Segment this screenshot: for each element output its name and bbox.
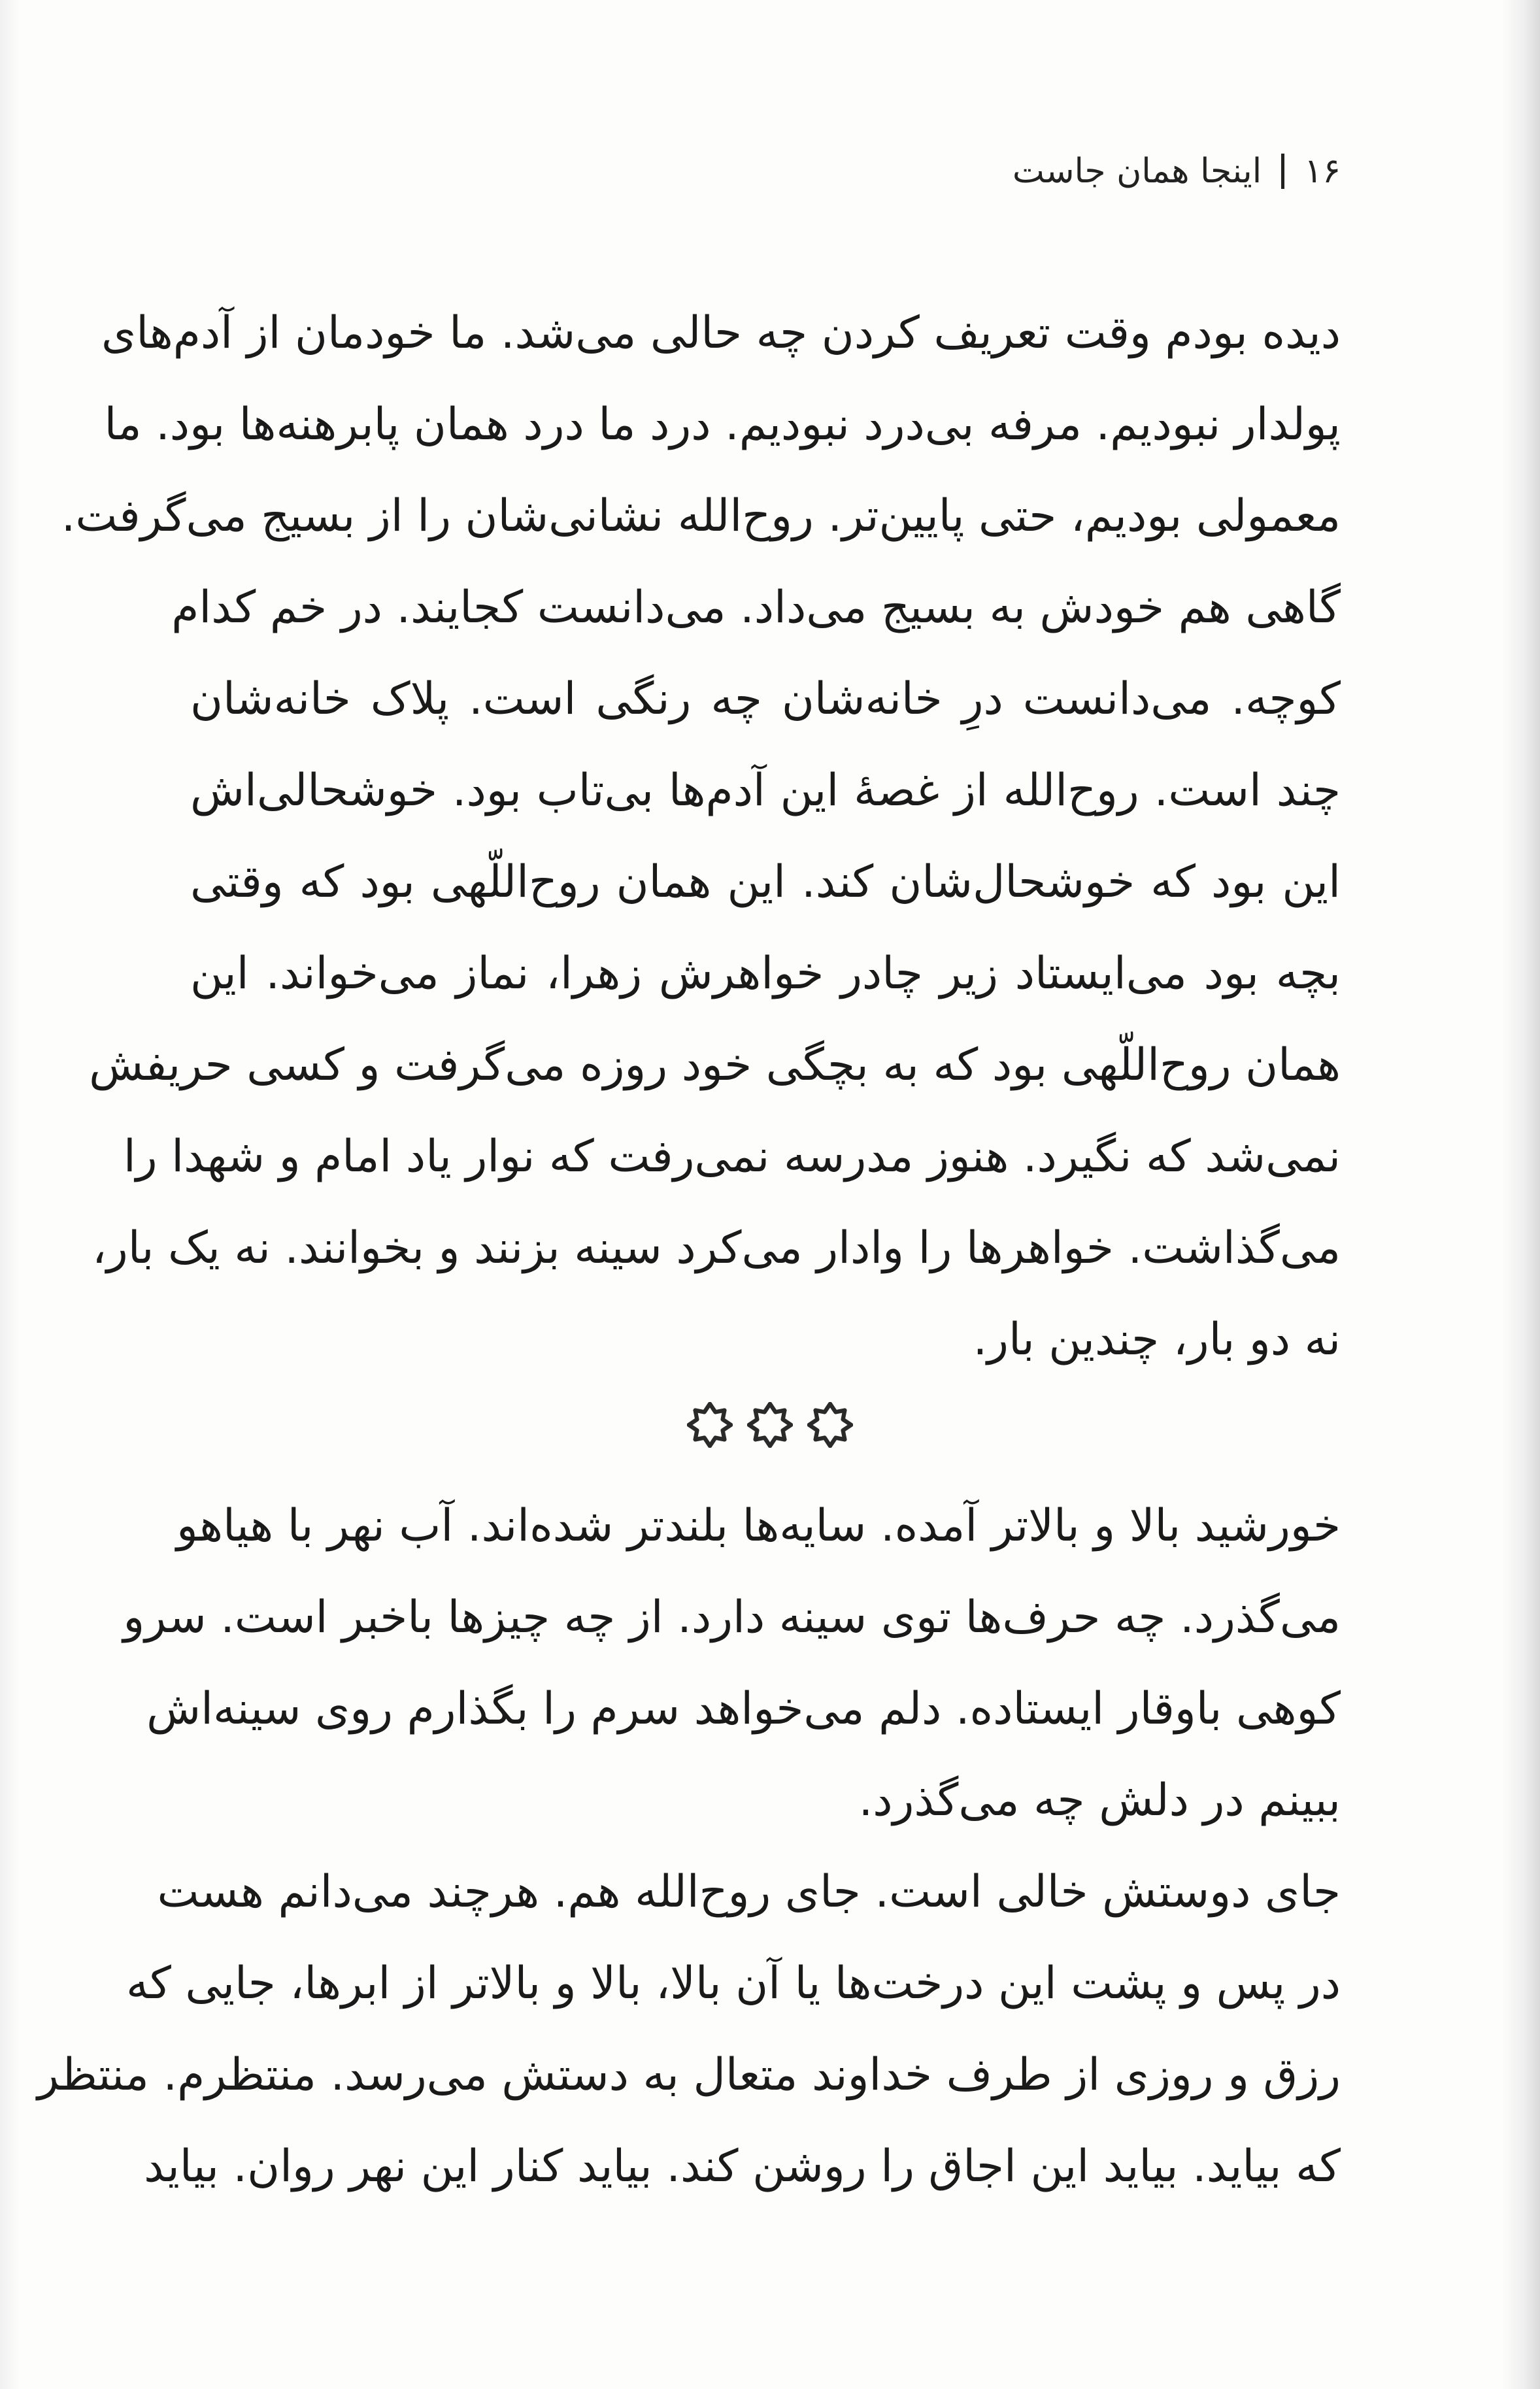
text-line: دیده بودم وقت تعریف کردن چه حالی می‌شد. ما خودمان از آدم‌های [101, 307, 1341, 359]
text-line: ببینم در دلش چه می‌گذرد. [858, 1775, 1341, 1826]
section-break-ornament [0, 1402, 1540, 1448]
paragraph-1 [61, 288, 1341, 1386]
text-line: چند است. روح‌الله از غصهٔ این آدم‌ها بی‌تاب بود. خوشحالی‌اش [190, 765, 1341, 816]
text-line: نه دو بار، چندین بار. [973, 1314, 1341, 1365]
page-number: ۱۶ [1304, 152, 1341, 191]
spine-shadow [1501, 0, 1540, 2389]
text-line: گاهی هم خودش به بسیج می‌داد. می‌دانست کجایند. در خم کدام [171, 582, 1341, 633]
paragraph-2 [123, 1480, 1341, 1846]
header-divider [1281, 154, 1284, 189]
book-title: اینجا همان جاست [1012, 152, 1262, 191]
text-line: معمولی بودیم، حتی پایین‌تر. روح‌الله نشانی‌شان را از بسیج می‌گرفت. [61, 490, 1341, 542]
eight-point-star-icon [807, 1402, 853, 1448]
text-line: در پس و پشت این درخت‌ها یا آن بالا، بالا و بالاتر از ابرها، جایی که [126, 1958, 1341, 2009]
text-line: که بیاید. بیاید این اجاق را روشن کند. بیاید کنار این نهر روان. بیاید [144, 2141, 1341, 2192]
text-line: همان روح‌اللّهی بود که به بچگی خود روزه می‌گرفت و کسی حریفش [89, 1039, 1341, 1091]
text-line: رزق و روزی از طرف خداوند متعال به دستش می‌رسد. منتظرم. منتظر [37, 2049, 1341, 2101]
text-line: می‌گذرد. چه حرف‌ها توی سینه دارد. از چه چیزها باخبر است. سرو [123, 1592, 1341, 1643]
text-line: خورشید بالا و بالاتر آمده. سایه‌ها بلندتر شده‌اند. آب نهر با هیاهو [176, 1500, 1341, 1552]
text-line: کوچه. می‌دانست درِ خانه‌شان چه رنگی است. پلاک خانه‌شان [190, 673, 1341, 725]
text-line: کوهی باوقار ایستاده. دلم می‌خواهد سرم را بگذارم روی سینه‌اش [146, 1683, 1341, 1735]
text-line: پولدار نبودیم. مرفه بی‌درد نبودیم. درد ما درد همان پابرهنه‌ها بود. ما [104, 399, 1341, 450]
eight-point-star-icon [747, 1402, 793, 1448]
paragraph-3 [37, 1846, 1341, 2213]
text-line: بچه بود می‌ایستاد زیر چادر خواهرش زهرا، نماز می‌خواند. این [190, 948, 1341, 999]
running-header [1013, 152, 1341, 191]
text-line: نمی‌شد که نگیرد. هنوز مدرسه نمی‌رفت که نوار یاد امام و شهدا را [123, 1131, 1341, 1182]
text-line: این بود که خوشحال‌شان کند. این همان روح‌اللّهی بود که وقتی [190, 856, 1341, 908]
text-line: جای دوستش خالی است. جای روح‌الله هم. هرچند می‌دانم هست [157, 1866, 1341, 1918]
text-line: می‌گذاشت. خواهرها را وادار می‌کرد سینه بزنند و بخوانند. نه یک بار، [92, 1222, 1341, 1274]
page-edge-shadow [0, 0, 20, 2389]
eight-point-star-icon [687, 1402, 733, 1448]
